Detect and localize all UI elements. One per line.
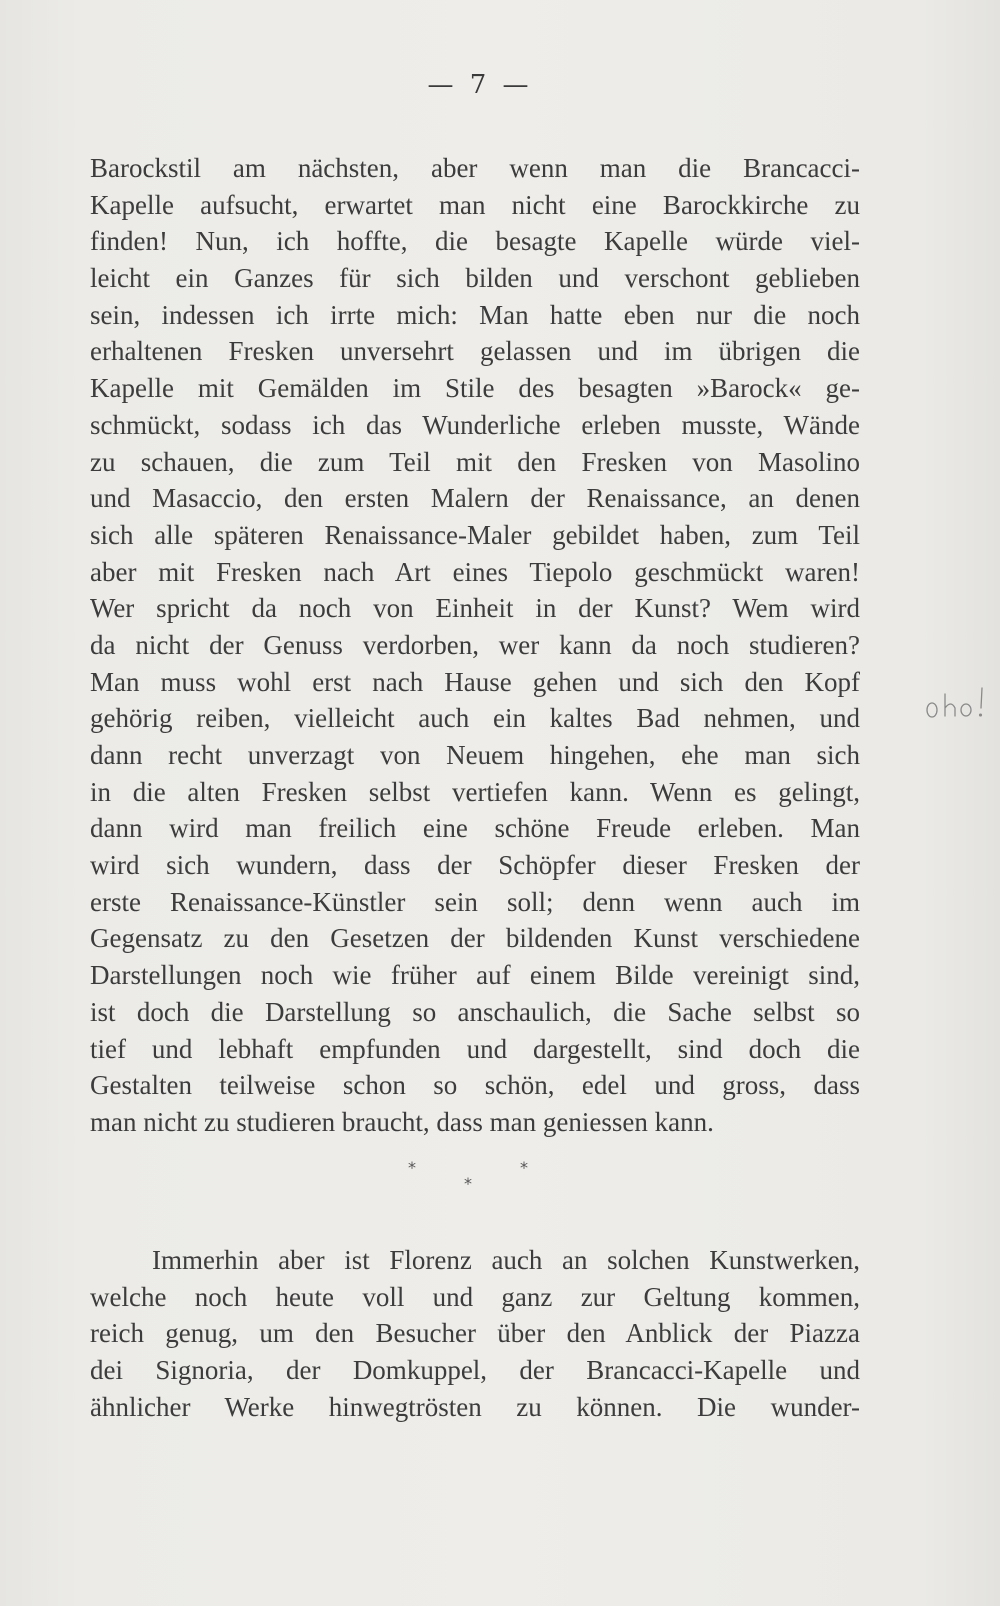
text-line: erste Renaissance-Künstler sein soll; denn wenn auch im — [90, 886, 860, 917]
text-line: gehörig reiben, vielleicht auch ein kaltes Bad nehmen, und — [90, 703, 860, 734]
text-line: man nicht zu studieren braucht, dass man geniessen kann. — [90, 1106, 714, 1137]
text-line: Darstellungen noch wie früher auf einem Bilde vereinigt sind, — [90, 960, 860, 991]
text-line: da nicht der Genuss verdorben, wer kann da noch studieren? — [90, 629, 860, 660]
text-line: wird sich wundern, dass der Schöpfer dieser Fresken der — [90, 850, 860, 881]
text-line: finden! Nun, ich hoffte, die besagte Kapelle würde viel- — [90, 226, 860, 257]
text-line: sich alle späteren Renaissance-Maler gebildet haben, zum Teil — [90, 519, 860, 550]
text-line: reich genug, um den Besucher über den Anblick der Piazza — [90, 1318, 860, 1349]
text-line: und Masaccio, den ersten Malern der Renaissance, an denen — [90, 483, 860, 514]
text-line: Kapelle aufsucht, erwartet man nicht eine Barockkirche zu — [90, 189, 860, 220]
text-line: ist doch die Darstellung so anschaulich, die Sache selbst so — [90, 996, 860, 1027]
text-line: in die alten Fresken selbst vertiefen kann. Wenn es gelingt, — [90, 776, 860, 807]
text-line: zu schauen, die zum Teil mit den Fresken von Masolino — [90, 446, 860, 477]
paragraph-1 — [90, 150, 860, 1141]
text-line: Immerhin aber ist Florenz auch an solchen Kunstwerken, — [152, 1245, 860, 1275]
text-line: Barockstil am nächsten, aber wenn man die Brancacci- — [90, 153, 860, 183]
text-line: dann wird man freilich eine schöne Freude erleben. Man — [90, 813, 860, 844]
text-line: schmückt, sodass ich das Wunderliche erleben musste, Wände — [90, 409, 860, 440]
text-line: sein, indessen ich irrte mich: Man hatte eben nur die noch — [90, 299, 860, 330]
text-line: erhaltenen Fresken unversehrt gelassen und im übrigen die — [90, 336, 860, 367]
text-line: Wer spricht da noch von Einheit in der Kunst? Wem wird — [90, 593, 860, 624]
text-line: welche noch heute voll und ganz zur Geltung kommen, — [90, 1281, 860, 1312]
text-line: leicht ein Ganzes für sich bilden und verschont geblieben — [90, 263, 860, 294]
text-line: dann recht unverzagt von Neuem hingehen, ehe man sich — [90, 740, 860, 770]
text-line: Gestalten teilweise schon so schön, edel und gross, dass — [90, 1070, 860, 1101]
text-line: aber mit Fresken nach Art eines Tiepolo geschmückt waren! — [90, 556, 860, 587]
section-separator — [400, 1158, 540, 1198]
text-line: Kapelle mit Gemälden im Stile des besagten »Barock« ge- — [90, 373, 860, 404]
paragraph-2 — [90, 1242, 860, 1425]
handwritten-margin-note — [920, 682, 1000, 732]
text-line: ähnlicher Werke hinwegtrösten zu können. Die wunder- — [90, 1391, 860, 1422]
text-line: dei Signoria, der Domkuppel, der Brancacci-Kapelle und — [90, 1355, 860, 1386]
page-number: — 7 — — [427, 70, 533, 100]
text-line: Gegensatz zu den Gesetzen der bildenden Kunst verschiedene — [90, 923, 860, 954]
asterisk: * — [464, 1174, 472, 1193]
text-line: Man muss wohl erst nach Hause gehen und sich den Kopf — [90, 666, 860, 697]
asterisk: * — [520, 1158, 528, 1177]
asterisk: * — [408, 1158, 416, 1177]
text-line: tief und lebhaft empfunden und dargestellt, sind doch die — [90, 1033, 860, 1064]
